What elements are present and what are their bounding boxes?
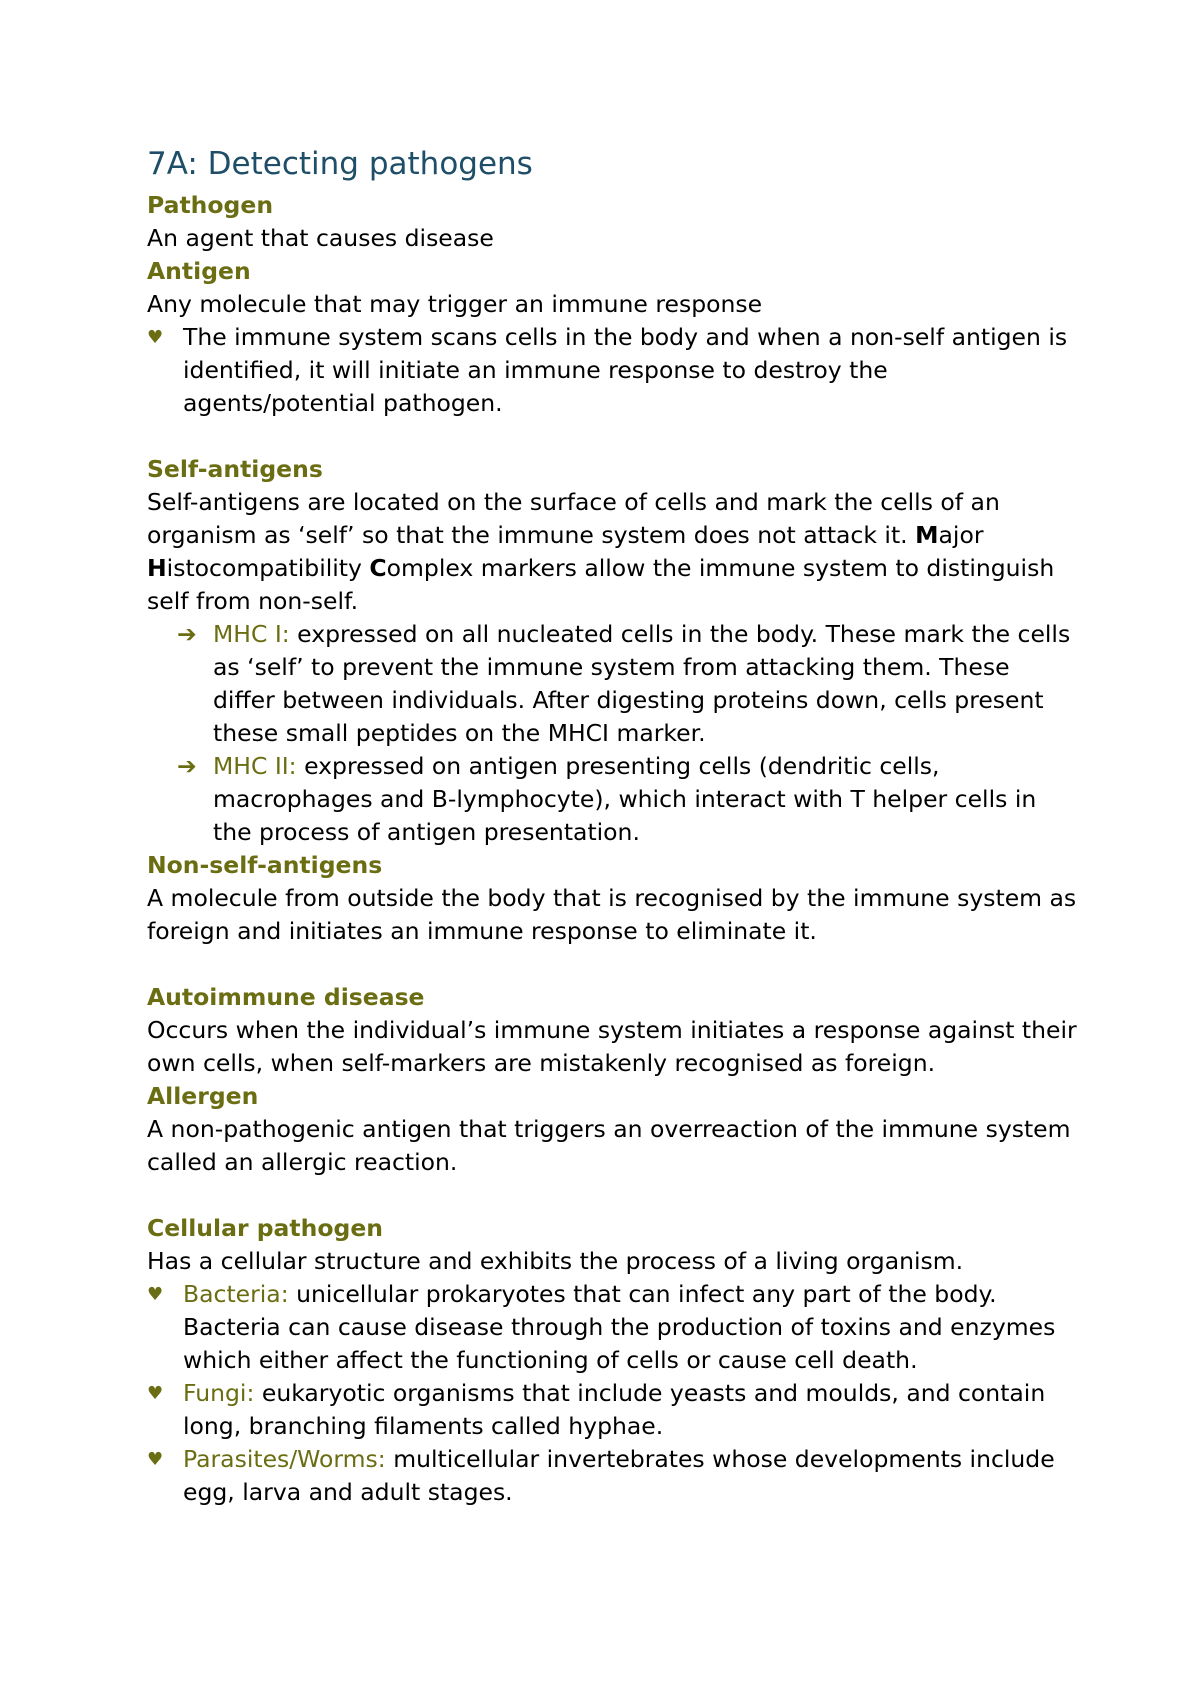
page-title: 7A: Detecting pathogens — [147, 146, 533, 182]
arrow-right-icon: ➔ — [177, 752, 197, 780]
mhc-1-text: expressed on all nucleated cells in the body. These mark the cells as ‘self’ to prevent the immune system from attacking them. These differ between individuals. After digesting proteins down, cells present these small peptides on the MHCI marker. — [213, 620, 1071, 747]
heart-bullet-icon: ♥ — [147, 1449, 164, 1470]
bacteria-text: unicellular prokaryotes that can infect any part of the body. Bacteria can cause disease through the production of toxins and enzymes which either affect the functioning of cells or cause cell death. — [183, 1280, 1056, 1374]
word-major-rest: ajor — [938, 521, 984, 549]
mhc-2-text: expressed on antigen presenting cells (dendritic cells, macrophages and B-lymphocyte), which interact with T helper cells in the process of antigen presentation. — [213, 752, 1037, 846]
spacer — [147, 1179, 1077, 1212]
heart-bullet-icon: ♥ — [147, 327, 164, 348]
parasites-label: Parasites/Worms: — [183, 1445, 386, 1473]
fungi-label: Fungi: — [183, 1379, 255, 1407]
word-complex-rest: omplex markers allow the immune system to distinguish self from non-self. — [147, 554, 1055, 615]
mhc-arrow-list — [147, 618, 1077, 849]
word-histo-rest: istocompatibility — [166, 554, 370, 582]
term-allergen: Allergen — [147, 1082, 259, 1110]
document-page — [147, 142, 1077, 1509]
heart-bullet-icon: ♥ — [147, 1284, 164, 1305]
term-pathogen: Pathogen — [147, 191, 274, 219]
list-item — [177, 618, 1077, 750]
term-autoimmune-disease: Autoimmune disease — [147, 983, 425, 1011]
bullet-text: The immune system scans cells in the body and when a non-self antigen is identified, it will initiate an immune response to destroy the agents/potential pathogen. — [183, 323, 1068, 417]
self-antigens-text: Self-antigens are located on the surface of cells and mark the cells of an organism as ‘self’ so that the immune system does not attack it. — [147, 488, 1000, 549]
definition-allergen: A non-pathogenic antigen that triggers an overreaction of the immune system called an allergic reaction. — [147, 1115, 1071, 1176]
spacer — [147, 420, 1077, 453]
term-cellular-pathogen: Cellular pathogen — [147, 1214, 383, 1242]
term-self-antigens: Self-antigens — [147, 455, 323, 483]
definition-cellular-pathogen: Has a cellular structure and exhibits the process of a living organism. — [147, 1247, 964, 1275]
list-item — [147, 1443, 1077, 1509]
term-antigen: Antigen — [147, 257, 251, 285]
heart-bullet-icon: ♥ — [147, 1383, 164, 1404]
acronym-letter-c: C — [369, 554, 387, 582]
fungi-text: eukaryotic organisms that include yeasts and moulds, and contain long, branching filaments called hyphae. — [183, 1379, 1046, 1440]
list-item — [147, 1377, 1077, 1443]
list-item — [177, 750, 1077, 849]
arrow-right-icon: ➔ — [177, 620, 197, 648]
bacteria-label: Bacteria: — [183, 1280, 289, 1308]
definition-pathogen: An agent that causes disease — [147, 224, 494, 252]
antigen-bullet-list — [147, 321, 1077, 420]
list-item — [147, 1278, 1077, 1377]
acronym-letter-h: H — [147, 554, 167, 582]
cellular-pathogen-bullet-list — [147, 1278, 1077, 1509]
definition-antigen: Any molecule that may trigger an immune response — [147, 290, 763, 318]
term-non-self-antigens: Non-self-antigens — [147, 851, 383, 879]
definition-self-antigens — [147, 486, 1077, 618]
spacer — [147, 948, 1077, 981]
mhc-1-label: MHC I: — [213, 620, 290, 648]
list-item — [147, 321, 1077, 420]
parasites-text: multicellular invertebrates whose developments include egg, larva and adult stages. — [183, 1445, 1055, 1506]
mhc-2-label: MHC II: — [213, 752, 297, 780]
definition-non-self-antigens: A molecule from outside the body that is recognised by the immune system as foreign and initiates an immune response to eliminate it. — [147, 884, 1077, 945]
acronym-letter-m: M — [915, 521, 939, 549]
definition-autoimmune-disease: Occurs when the individual’s immune system initiates a response against their own cells, when self-markers are mistakenly recognised as foreign. — [147, 1016, 1077, 1077]
